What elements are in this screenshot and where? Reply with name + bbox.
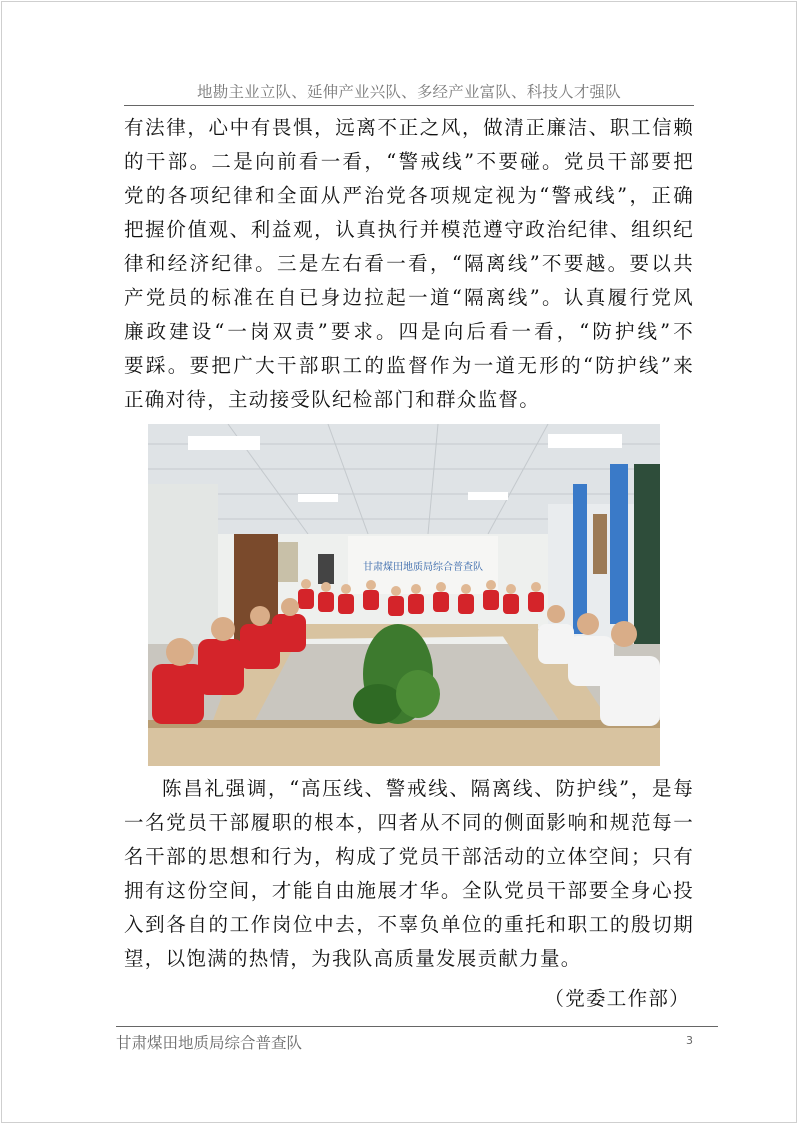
running-header: 地勘主业立队、延伸产业兴队、多经产业富队、科技人才强队 [197,83,621,101]
paragraph-line: 的干部。二是向前看一看，“警戒线”不要碰。党员干部要把 [124,150,694,173]
footer-rule [116,1026,718,1027]
paragraph-2 [124,772,694,976]
paragraph-line: 名干部的思想和行为，构成了党员干部活动的立体空间；只有 [124,845,694,868]
paragraph-line: 廉政建设“一岗双责”要求。四是向后看一看，“防护线”不 [124,320,694,343]
paragraph-1 [124,111,694,417]
paragraph-line: 产党员的标准在自已身边拉起一道“隔离线”。认真履行党风 [124,286,694,309]
paragraph-line: 要踩。要把广大干部职工的监督作为一道无形的“防护线”来 [124,354,694,377]
paragraph-line: 望，以饱满的热情，为我队高质量发展贡献力量。 [124,947,582,970]
paragraph-line: 律和经济纪律。三是左右看一看，“隔离线”不要越。要以共 [124,252,694,275]
paragraph-line: 陈昌礼强调，“高压线、警戒线、隔离线、防护线”，是每 [162,777,694,800]
paragraph-line: 入到各自的工作岗位中去，不辜负单位的重托和职工的殷切期 [124,913,694,936]
footer-org: 甘肃煤田地质局综合普查队 [116,1034,303,1052]
signature: （党委工作部） [544,987,690,1010]
paragraph-line: 有法律，心中有畏惧，远离不正之风，做清正廉洁、职工信赖 [124,116,694,139]
paragraph-line: 拥有这份空间，才能自由施展才华。全队党员干部要全身心投 [124,879,694,902]
meeting-photo [148,424,660,766]
header-rule [124,105,694,106]
paragraph-line: 党的各项纪律和全面从严治党各项规定视为“警戒线”，正确 [124,184,694,207]
paragraph-line: 正确对待，主动接受队纪检部门和群众监督。 [124,388,541,411]
wall-banner-text: 甘肃煤田地质局综合普查队 [363,562,483,573]
paragraph-line: 一名党员干部履职的根本，四者从不同的侧面影响和规范每一 [124,811,694,834]
paragraph-line: 把握价值观、利益观，认真执行并模范遵守政治纪律、组织纪 [124,218,694,241]
page-number: 3 [686,1034,693,1047]
